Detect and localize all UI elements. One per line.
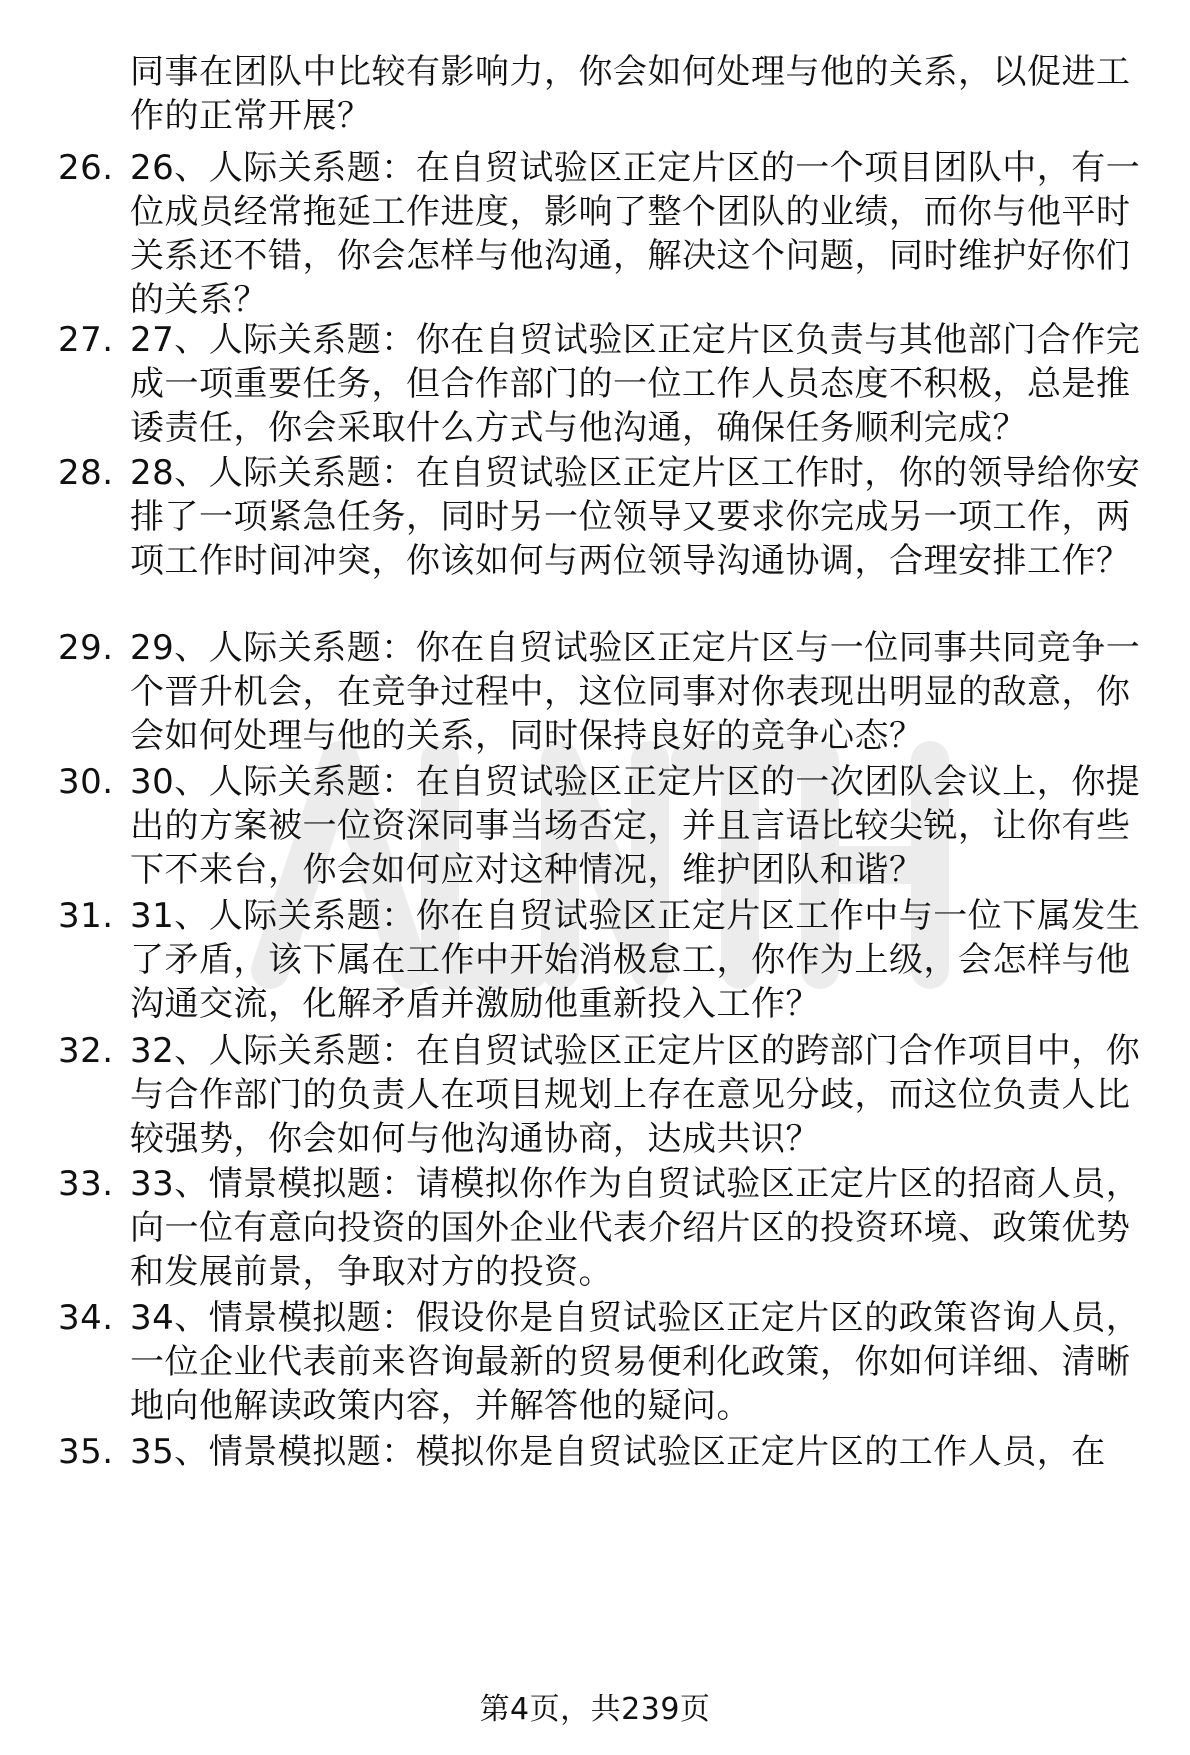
question-number: 27. xyxy=(58,320,114,360)
question-number: 35. xyxy=(58,1432,114,1472)
question-number: 32. xyxy=(58,1031,114,1071)
question-text: 32、人际关系题：在自贸试验区正定片区的跨部门合作项目中，你与合作部门的负责人在项目规划上存在意见分歧，而这位负责人比较强势，你会如何与他沟通协商，达成共识？ xyxy=(130,1031,1141,1159)
continuation-text: 同事在团队中比较有影响力，你会如何处理与他的关系，以促进工作的正常开展？ xyxy=(130,52,1131,136)
question-text: 26、人际关系题：在自贸试验区正定片区的一个项目团队中，有一位成员经常拖延工作进度，影响了整个团队的业绩，而你与他平时关系还不错，你会怎样与他沟通，解决这个问题，同时维护好你们的关系？ xyxy=(130,148,1141,320)
question-text: 33、情景模拟题：请模拟你作为自贸试验区正定片区的招商人员，向一位有意向投资的国外企业代表介绍片区的投资环境、政策优势和发展前景，争取对方的投资。 xyxy=(130,1164,1141,1292)
question-text: 35、情景模拟题：模拟你是自贸试验区正定片区的工作人员，在 xyxy=(130,1432,1106,1472)
question-text: 29、人际关系题：你在自贸试验区正定片区与一位同事共同竞争一个晋升机会，在竞争过程中，这位同事对你表现出明显的敌意，你会如何处理与他的关系，同时保持良好的竞争心态？ xyxy=(130,628,1141,756)
question-text: 34、情景模拟题：假设你是自贸试验区正定片区的政策咨询人员，一位企业代表前来咨询最新的贸易便利化政策，你如何详细、清晰地向他解读政策内容，并解答他的疑问。 xyxy=(130,1298,1141,1426)
question-number: 30. xyxy=(58,762,114,802)
question-number: 33. xyxy=(58,1164,114,1204)
question-number: 29. xyxy=(58,628,114,668)
question-number: 28. xyxy=(58,453,114,493)
question-number: 31. xyxy=(58,896,114,936)
question-text: 31、人际关系题：你在自贸试验区正定片区工作中与一位下属发生了矛盾，该下属在工作中开始消极怠工，你作为上级，会怎样与他沟通交流，化解矛盾并激励他重新投入工作？ xyxy=(130,896,1141,1024)
question-number: 34. xyxy=(58,1298,114,1338)
question-text: 30、人际关系题：在自贸试验区正定片区的一次团队会议上，你提出的方案被一位资深同事当场否定，并且言语比较尖锐，让你有些下不来台，你会如何应对这种情况，维护团队和谐？ xyxy=(130,762,1141,890)
question-number: 26. xyxy=(58,148,114,188)
question-text: 27、人际关系题：你在自贸试验区正定片区负责与其他部门合作完成一项重要任务，但合作部门的一位工作人员态度不积极，总是推诿责任，你会采取什么方式与他沟通，确保任务顺利完成？ xyxy=(130,320,1141,448)
question-text: 28、人际关系题：在自贸试验区正定片区工作时，你的领导给你安排了一项紧急任务，同时另一位领导又要求你完成另一项工作，两项工作时间冲突，你该如何与两位领导沟通协调，合理安排工作？ xyxy=(130,453,1141,581)
page-footer: 第4页，共239页 xyxy=(479,1692,711,1727)
